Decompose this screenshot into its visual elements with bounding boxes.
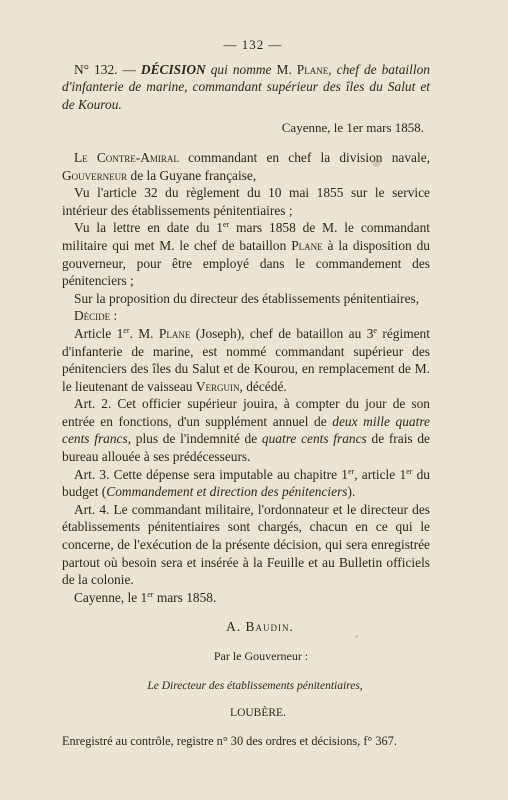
article-4: Art. 4. Le commandant militaire, l'ordonnateur et le directeur des établissements pénitentiaires sont chargés, chacun en ce qui le concerne, de l'exécution de la présente décision, qui sera enregistrée partout où besoin sera et insérée à la Feuille et au Bulletin officiels de la colonie. xyxy=(62,501,430,588)
art2-c: de frais de bureau allouée à ses prédécesseurs. xyxy=(62,431,430,465)
art3-sup1: er xyxy=(347,466,355,476)
vu-paragraph-2 xyxy=(62,219,430,289)
paper-stain xyxy=(355,635,358,638)
decision-heading xyxy=(62,61,430,114)
art2-b: , plus de l'indemnité de xyxy=(127,431,262,447)
signature-baudin: A. Baudin. xyxy=(226,619,294,635)
dateline xyxy=(62,119,424,137)
directeur-title: Le Directeur des établissements pénitentiaires, xyxy=(147,679,363,692)
dateline-text: Cayenne, le 1er mars 1858. xyxy=(281,120,424,136)
art1-plane: Plane xyxy=(158,325,191,341)
closing-a: Cayenne, le 1 xyxy=(74,589,148,605)
sur-paragraph: Sur la proposition du directeur des établissements pénitentiaires, xyxy=(74,290,420,306)
art1-sup2: e xyxy=(373,325,377,335)
par-le-gouverneur: Par le Gouverneur : xyxy=(213,649,309,663)
art3-c: du budget ( xyxy=(62,466,430,500)
paper-stain xyxy=(372,158,381,167)
closing-b: mars 1858. xyxy=(153,589,217,605)
vu-paragraph-1: Vu l'article 32 du règlement du 10 mai 1855 sur le service intérieur des établissements pénitentiaires ; xyxy=(62,185,430,218)
art3-sup2: er xyxy=(406,466,413,476)
art1-c: (Joseph), chef de bataillon au 3 xyxy=(190,325,374,341)
intro-text-2: de la Guyane française, xyxy=(127,167,257,183)
art1-e: , décédé. xyxy=(239,378,287,394)
signature-loubere: LOUBÈRE. xyxy=(230,707,286,720)
art2-amount-2: quatre cents francs xyxy=(261,431,367,447)
art1-b: . M. xyxy=(129,325,159,341)
vu2-sup: er xyxy=(223,220,230,230)
heading-part-1: qui nomme xyxy=(205,61,277,77)
art2-amount-1: deux mille quatre cents francs xyxy=(62,413,430,447)
heading-name: M. Plane xyxy=(276,61,329,77)
intro-text-1: commandant en chef la division navale, xyxy=(178,149,430,165)
title-gouverneur: Gouverneur xyxy=(62,167,128,183)
decide-heading: Décide : xyxy=(74,308,118,324)
art3-d: ). xyxy=(347,484,356,500)
art1-d: régiment d'infanterie de marine, est nommé commandant supérieur des pénitenciers des îles du Salut et de Kourou, en remplacement de M. le lieutenant de vaisseau xyxy=(62,325,430,394)
art1-verguin: Verguin xyxy=(195,378,240,394)
art1-sup1: er xyxy=(123,325,130,335)
vu2-a: Vu la lettre en date du 1 xyxy=(74,220,223,236)
title-contre-amiral: Le Contre-Amiral xyxy=(74,149,179,165)
article-3 xyxy=(62,466,430,501)
art3-chapter: Commandement et direction des pénitenciers xyxy=(106,484,348,500)
art2-a: Art. 2. Cet officier supérieur jouira, à compter du jour de son entrée en fonctions, d'un supplément annuel de xyxy=(62,396,430,429)
heading-part-2: , chef de bataillon d'infanterie de marine, commandant supérieur des îles du Salut et de Kourou. xyxy=(62,61,430,112)
art1-a: Article 1 xyxy=(74,325,124,341)
closing-sup: er xyxy=(147,589,154,599)
registration-note: Enregistré au contrôle, registre n° 30 des ordres et décisions, f° 367. xyxy=(62,733,397,748)
art3-a: Art. 3. Cette dépense sera imputable au chapitre 1 xyxy=(74,466,348,482)
article-2 xyxy=(62,395,430,465)
decision-label: DÉCISION xyxy=(140,61,206,77)
art3-b: , article 1 xyxy=(354,466,407,482)
vu2-b: mars 1858 de M. le commandant militaire qui met M. le chef de bataillon xyxy=(62,220,430,253)
closing-date xyxy=(62,589,430,607)
page-number: — 132 — xyxy=(223,37,283,52)
decision-number: N° 132. — xyxy=(74,61,141,77)
vu2-plane: Plane xyxy=(291,237,323,253)
article-1 xyxy=(62,325,430,395)
vu2-c: à la disposition du gouverneur, pour être employé dans le commandement des pénitenciers ; xyxy=(62,237,431,289)
